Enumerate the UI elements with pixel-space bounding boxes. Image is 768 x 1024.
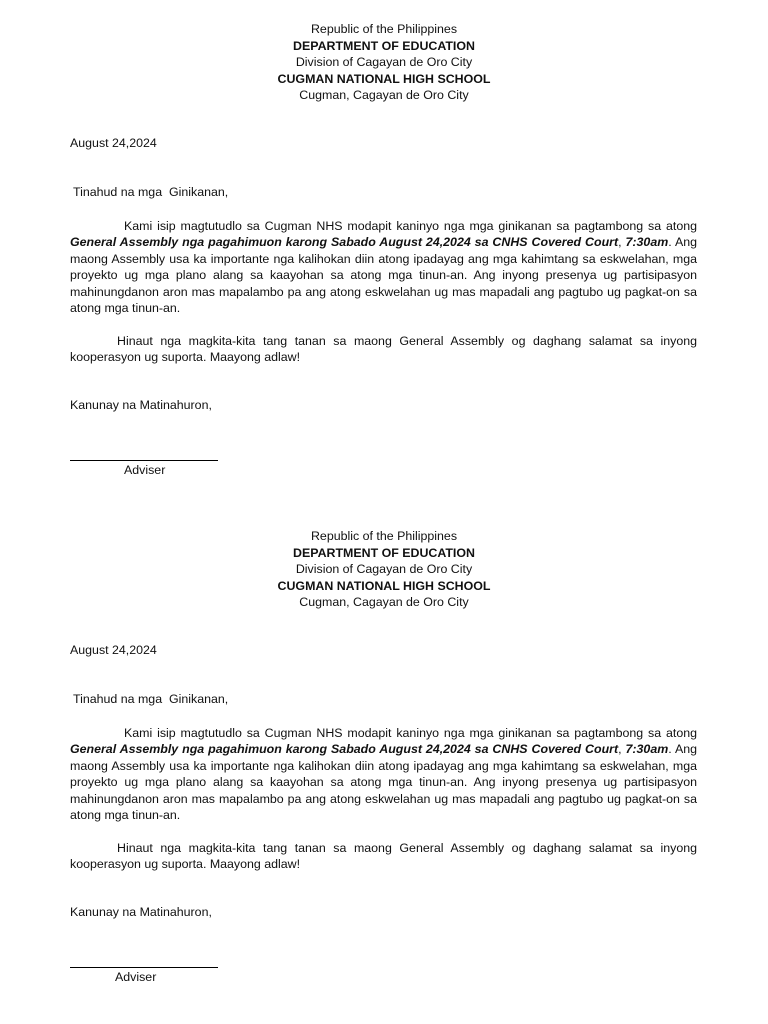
body-paragraph-1: [70, 725, 697, 823]
letter-copy-1: [0, 0, 768, 507]
school-address: Cugman, Cagayan de Oro City: [299, 595, 469, 609]
event-time: 7:30am: [625, 235, 669, 250]
division-line: Division of Cagayan de Oro City: [295, 55, 473, 69]
letter-copy-2: [0, 507, 768, 1014]
department-line: DEPARTMENT OF EDUCATION: [293, 545, 475, 560]
letter-date: August 24,2024: [70, 643, 157, 657]
division-line: Division of Cagayan de Oro City: [295, 562, 473, 576]
school-name: CUGMAN NATIONAL HIGH SCHOOL: [277, 71, 491, 86]
school-address: Cugman, Cagayan de Oro City: [299, 88, 469, 102]
letterhead: [0, 528, 768, 611]
letterhead: [0, 21, 768, 104]
signature-role: Adviser: [124, 463, 166, 477]
republic-line: Republic of the Philippines: [310, 529, 458, 543]
signature-line: [70, 967, 218, 968]
signature-line: [70, 460, 218, 461]
signature-role: Adviser: [115, 970, 157, 984]
event-time: 7:30am: [625, 742, 669, 757]
closing: Kanunay na Matinahuron,: [70, 398, 212, 412]
department-line: DEPARTMENT OF EDUCATION: [293, 38, 475, 53]
body-intro: Kami isip magtutudlo sa Cugman NHS modapit kaninyo nga mga ginikanan sa pagtambong sa atong: [124, 219, 697, 233]
salutation: Tinahud na mga Ginikanan,: [73, 692, 229, 706]
body-rest: . Ang maong Assembly usa ka importante nga kalihokan diin atong ipadayag ang mga kahimtang sa eskwelahan, mga proyekto ug mga plano alang sa kaayohan sa atong mga tinun-an. Ang inyong presenya ug partisipasyon mahinungdanon aron mas mapalambo pa ang atong eskwelahan ug mas mapadali ang pagtubo ug pagkat-on sa atong mga tinun-an.: [70, 742, 698, 823]
body-rest: . Ang maong Assembly usa ka importante nga kalihokan diin atong ipadayag ang mga kahimtang sa eskwelahan, mga proyekto ug mga plano alang sa kaayohan sa atong mga tinun-an. Ang inyong presenya ug partisipasyon mahinungdanon aron mas mapalambo pa ang atong eskwelahan ug mas mapadali ang pagtubo ug pagkat-on sa atong mga tinun-an.: [70, 235, 698, 316]
event-details: General Assembly nga pagahimuon karong Sabado August 24,2024 sa CNHS Covered Court: [70, 742, 619, 757]
body-paragraph-1: [70, 218, 697, 316]
body-comma: ,: [618, 235, 626, 250]
republic-line: Republic of the Philippines: [310, 22, 458, 36]
school-name: CUGMAN NATIONAL HIGH SCHOOL: [277, 578, 491, 593]
salutation: Tinahud na mga Ginikanan,: [73, 185, 229, 199]
closing: Kanunay na Matinahuron,: [70, 905, 212, 919]
body-comma: ,: [618, 742, 626, 757]
letter-date: August 24,2024: [70, 136, 157, 150]
event-details: General Assembly nga pagahimuon karong Sabado August 24,2024 sa CNHS Covered Court: [70, 235, 619, 250]
body-paragraph-2: Hinaut nga magkita-kita tang tanan sa maong General Assembly og daghang salamat sa inyong kooperasyon ug suporta. Maayong adlaw!: [70, 841, 697, 872]
body-intro: Kami isip magtutudlo sa Cugman NHS modapit kaninyo nga mga ginikanan sa pagtambong sa atong: [124, 726, 697, 740]
body-paragraph-2: Hinaut nga magkita-kita tang tanan sa maong General Assembly og daghang salamat sa inyong kooperasyon ug suporta. Maayong adlaw!: [70, 334, 697, 365]
